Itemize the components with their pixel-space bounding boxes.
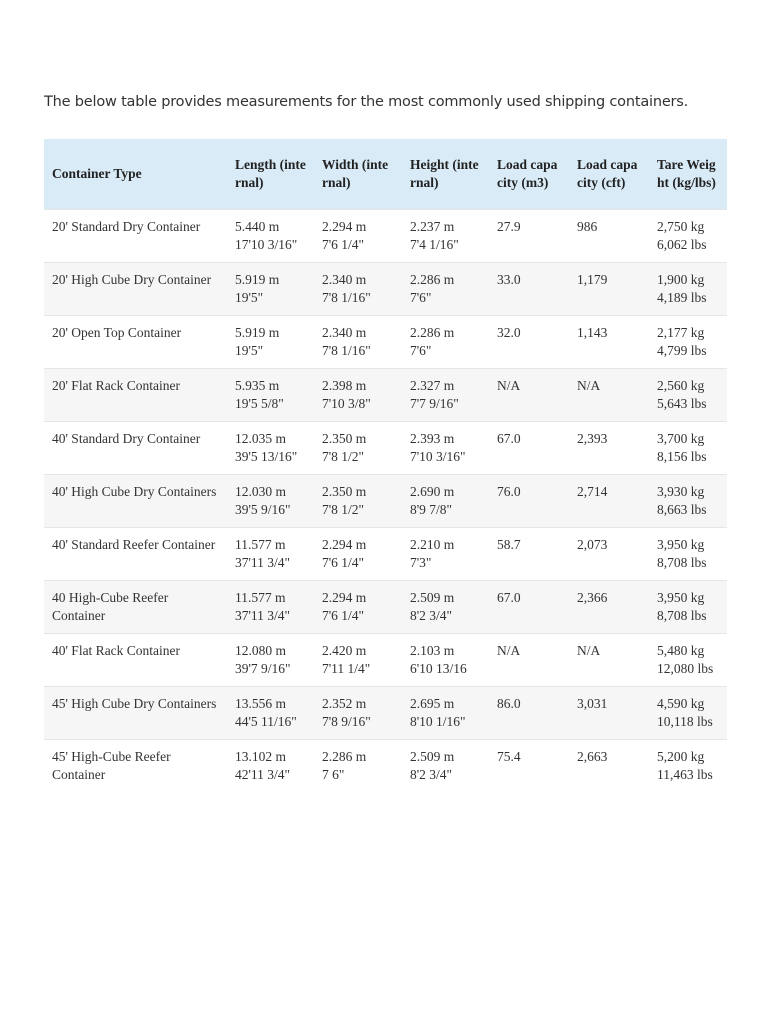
cell-width-line: 7'8 1/2" <box>322 501 365 517</box>
container-table <box>44 139 727 792</box>
header-width: Width (internal) <box>322 156 389 190</box>
cell-width <box>314 527 402 580</box>
cell-load-m3: 86.0 <box>489 686 569 739</box>
table-row <box>44 368 727 421</box>
cell-tare-weight-line: 3,700 kg <box>657 430 705 446</box>
header-length: Length (internal) <box>235 156 306 190</box>
cell-length-line: 5.440 m <box>235 218 280 234</box>
cell-height <box>402 262 489 315</box>
cell-tare-weight-line: 8,663 lbs <box>657 501 707 517</box>
cell-tare-weight-line: 4,590 kg <box>657 695 705 711</box>
cell-width-line: 7'11 1/4" <box>322 660 371 676</box>
cell-length <box>227 739 314 792</box>
table-row <box>44 739 727 792</box>
cell-tare-weight-line: 8,708 lbs <box>657 607 707 623</box>
cell-height-line: 2.690 m <box>410 483 455 499</box>
cell-load-cft: N/A <box>569 368 649 421</box>
cell-length <box>227 474 314 527</box>
cell-width-line: 7'6 1/4" <box>322 236 365 252</box>
cell-container-type: 40' High Cube Dry Containers <box>44 474 227 527</box>
cell-height-line: 7'7 9/16" <box>410 395 459 411</box>
cell-width-line: 2.352 m <box>322 695 367 711</box>
cell-tare-weight <box>649 421 727 474</box>
cell-tare-weight-line: 4,189 lbs <box>657 289 707 305</box>
cell-width <box>314 315 402 368</box>
cell-length <box>227 686 314 739</box>
cell-length <box>227 527 314 580</box>
cell-load-m3: 76.0 <box>489 474 569 527</box>
cell-width-line: 7'10 3/8" <box>322 395 371 411</box>
cell-load-m3: 33.0 <box>489 262 569 315</box>
cell-length <box>227 262 314 315</box>
cell-width-line: 7'8 1/2" <box>322 448 365 464</box>
cell-length-line: 5.919 m <box>235 324 280 340</box>
header-height: Height (internal) <box>410 156 479 190</box>
cell-height-line: 2.509 m <box>410 748 455 764</box>
cell-load-cft: 2,663 <box>569 739 649 792</box>
cell-length-line: 12.030 m <box>235 483 287 499</box>
cell-tare-weight-line: 2,750 kg <box>657 218 705 234</box>
header-load-cft: Load capacity (cft) <box>577 156 638 190</box>
cell-tare-weight-line: 11,463 lbs <box>657 766 713 782</box>
cell-width-line: 2.286 m <box>322 748 367 764</box>
cell-tare-weight-line: 4,799 lbs <box>657 342 707 358</box>
cell-load-cft: 1,143 <box>569 315 649 368</box>
cell-tare-weight-line: 3,930 kg <box>657 483 705 499</box>
cell-tare-weight-line: 8,708 lbs <box>657 554 707 570</box>
cell-width <box>314 474 402 527</box>
cell-height <box>402 739 489 792</box>
table-header-row <box>44 139 727 209</box>
cell-length <box>227 580 314 633</box>
cell-length-line: 39'5 13/16" <box>235 448 298 464</box>
cell-height <box>402 209 489 262</box>
cell-length <box>227 209 314 262</box>
cell-height-line: 7'6" <box>410 289 432 305</box>
cell-tare-weight <box>649 368 727 421</box>
table-row <box>44 315 727 368</box>
cell-load-m3: 27.9 <box>489 209 569 262</box>
cell-height-line: 2.286 m <box>410 271 455 287</box>
cell-load-m3: N/A <box>489 633 569 686</box>
cell-width-line: 2.350 m <box>322 430 367 446</box>
cell-tare-weight-line: 2,560 kg <box>657 377 705 393</box>
cell-width-line: 2.294 m <box>322 218 367 234</box>
cell-load-cft: 986 <box>569 209 649 262</box>
cell-tare-weight <box>649 474 727 527</box>
cell-container-type: 20' High Cube Dry Container <box>44 262 227 315</box>
cell-length-line: 19'5" <box>235 342 264 358</box>
cell-load-cft: 2,714 <box>569 474 649 527</box>
cell-height-line: 2.509 m <box>410 589 455 605</box>
cell-length-line: 37'11 3/4" <box>235 554 291 570</box>
cell-container-type: 45' High-Cube Reefer Container <box>44 739 227 792</box>
cell-height-line: 8'10 1/16" <box>410 713 466 729</box>
cell-tare-weight-line: 3,950 kg <box>657 589 705 605</box>
cell-length-line: 13.556 m <box>235 695 287 711</box>
cell-width-line: 2.294 m <box>322 536 367 552</box>
cell-width <box>314 739 402 792</box>
cell-length-line: 37'11 3/4" <box>235 607 291 623</box>
header-tare-weight: Tare Weight (kg/lbs) <box>657 156 716 190</box>
cell-container-type: 40' Flat Rack Container <box>44 633 227 686</box>
cell-width-line: 2.340 m <box>322 271 367 287</box>
cell-height-line: 2.286 m <box>410 324 455 340</box>
cell-height-line: 8'2 3/4" <box>410 766 453 782</box>
table-row <box>44 421 727 474</box>
cell-tare-weight <box>649 686 727 739</box>
cell-length-line: 5.919 m <box>235 271 280 287</box>
cell-length-line: 12.080 m <box>235 642 287 658</box>
cell-length-line: 17'10 3/16" <box>235 236 298 252</box>
cell-width-line: 7'6 1/4" <box>322 554 365 570</box>
cell-load-m3: 67.0 <box>489 580 569 633</box>
cell-height-line: 7'10 3/16" <box>410 448 466 464</box>
cell-tare-weight-line: 2,177 kg <box>657 324 705 340</box>
table-row <box>44 262 727 315</box>
cell-width <box>314 209 402 262</box>
cell-length <box>227 315 314 368</box>
cell-width-line: 2.340 m <box>322 324 367 340</box>
intro-text: The below table provides measurements for the most commonly used shipping containers. <box>44 94 689 110</box>
cell-height-line: 8'9 7/8" <box>410 501 453 517</box>
cell-width <box>314 421 402 474</box>
cell-height-line: 2.210 m <box>410 536 455 552</box>
table-row <box>44 209 727 262</box>
cell-load-cft: 2,393 <box>569 421 649 474</box>
cell-tare-weight <box>649 580 727 633</box>
cell-width-line: 2.350 m <box>322 483 367 499</box>
cell-length-line: 5.935 m <box>235 377 280 393</box>
cell-length-line: 19'5" <box>235 289 264 305</box>
header-load-m3: Load capacity (m3) <box>497 156 558 190</box>
cell-tare-weight <box>649 527 727 580</box>
cell-width-line: 7'8 9/16" <box>322 713 371 729</box>
cell-width <box>314 633 402 686</box>
cell-tare-weight-line: 8,156 lbs <box>657 448 707 464</box>
cell-length-line: 44'5 11/16" <box>235 713 297 729</box>
table-row <box>44 633 727 686</box>
cell-width-line: 7'6 1/4" <box>322 607 365 623</box>
table-body <box>44 209 727 792</box>
cell-tare-weight <box>649 739 727 792</box>
cell-tare-weight <box>649 209 727 262</box>
cell-height-line: 7'4 1/16" <box>410 236 459 252</box>
cell-width-line: 7 6" <box>322 766 345 782</box>
cell-tare-weight <box>649 315 727 368</box>
cell-load-m3: N/A <box>489 368 569 421</box>
cell-height-line: 8'2 3/4" <box>410 607 453 623</box>
cell-width <box>314 262 402 315</box>
cell-container-type: 20' Flat Rack Container <box>44 368 227 421</box>
cell-height <box>402 421 489 474</box>
cell-container-type: 40 High-Cube Reefer Container <box>44 580 227 633</box>
cell-load-cft: 3,031 <box>569 686 649 739</box>
cell-height <box>402 368 489 421</box>
cell-width-line: 2.294 m <box>322 589 367 605</box>
header-container-type: Container Type <box>52 165 142 181</box>
cell-tare-weight <box>649 262 727 315</box>
cell-length-line: 13.102 m <box>235 748 287 764</box>
cell-load-cft: 2,073 <box>569 527 649 580</box>
cell-load-cft: N/A <box>569 633 649 686</box>
cell-height-line: 2.237 m <box>410 218 455 234</box>
cell-height <box>402 580 489 633</box>
cell-load-m3: 58.7 <box>489 527 569 580</box>
cell-container-type: 20' Open Top Container <box>44 315 227 368</box>
cell-container-type: 20' Standard Dry Container <box>44 209 227 262</box>
table-row <box>44 527 727 580</box>
cell-width-line: 2.420 m <box>322 642 367 658</box>
cell-load-m3: 67.0 <box>489 421 569 474</box>
cell-tare-weight-line: 1,900 kg <box>657 271 705 287</box>
cell-height-line: 7'6" <box>410 342 432 358</box>
cell-width <box>314 368 402 421</box>
cell-tare-weight-line: 10,118 lbs <box>657 713 713 729</box>
cell-height <box>402 686 489 739</box>
cell-tare-weight-line: 12,080 lbs <box>657 660 714 676</box>
cell-length <box>227 421 314 474</box>
cell-load-m3: 32.0 <box>489 315 569 368</box>
cell-width <box>314 686 402 739</box>
cell-height-line: 2.393 m <box>410 430 455 446</box>
cell-length-line: 11.577 m <box>235 536 286 552</box>
cell-tare-weight-line: 3,950 kg <box>657 536 705 552</box>
cell-load-m3: 75.4 <box>489 739 569 792</box>
cell-length-line: 42'11 3/4" <box>235 766 291 782</box>
cell-length-line: 39'7 9/16" <box>235 660 291 676</box>
cell-height-line: 2.695 m <box>410 695 455 711</box>
cell-height-line: 2.327 m <box>410 377 455 393</box>
cell-height <box>402 633 489 686</box>
cell-container-type: 45' High Cube Dry Containers <box>44 686 227 739</box>
cell-width <box>314 580 402 633</box>
table-row <box>44 580 727 633</box>
cell-width-line: 2.398 m <box>322 377 367 393</box>
cell-width-line: 7'8 1/16" <box>322 289 371 305</box>
cell-length <box>227 368 314 421</box>
cell-length-line: 12.035 m <box>235 430 287 446</box>
cell-height-line: 2.103 m <box>410 642 455 658</box>
cell-tare-weight <box>649 633 727 686</box>
cell-length-line: 19'5 5/8" <box>235 395 284 411</box>
cell-container-type: 40' Standard Reefer Container <box>44 527 227 580</box>
cell-height <box>402 527 489 580</box>
table-row <box>44 686 727 739</box>
cell-height <box>402 315 489 368</box>
cell-tare-weight-line: 5,480 kg <box>657 642 705 658</box>
cell-length <box>227 633 314 686</box>
cell-height <box>402 474 489 527</box>
table-row <box>44 474 727 527</box>
cell-tare-weight-line: 5,643 lbs <box>657 395 707 411</box>
cell-height-line: 6'10 13/16 <box>410 660 467 676</box>
cell-tare-weight-line: 5,200 kg <box>657 748 705 764</box>
cell-height-line: 7'3" <box>410 554 432 570</box>
cell-tare-weight-line: 6,062 lbs <box>657 236 707 252</box>
cell-width-line: 7'8 1/16" <box>322 342 371 358</box>
cell-load-cft: 2,366 <box>569 580 649 633</box>
cell-length-line: 39'5 9/16" <box>235 501 291 517</box>
cell-length-line: 11.577 m <box>235 589 286 605</box>
cell-load-cft: 1,179 <box>569 262 649 315</box>
cell-container-type: 40' Standard Dry Container <box>44 421 227 474</box>
